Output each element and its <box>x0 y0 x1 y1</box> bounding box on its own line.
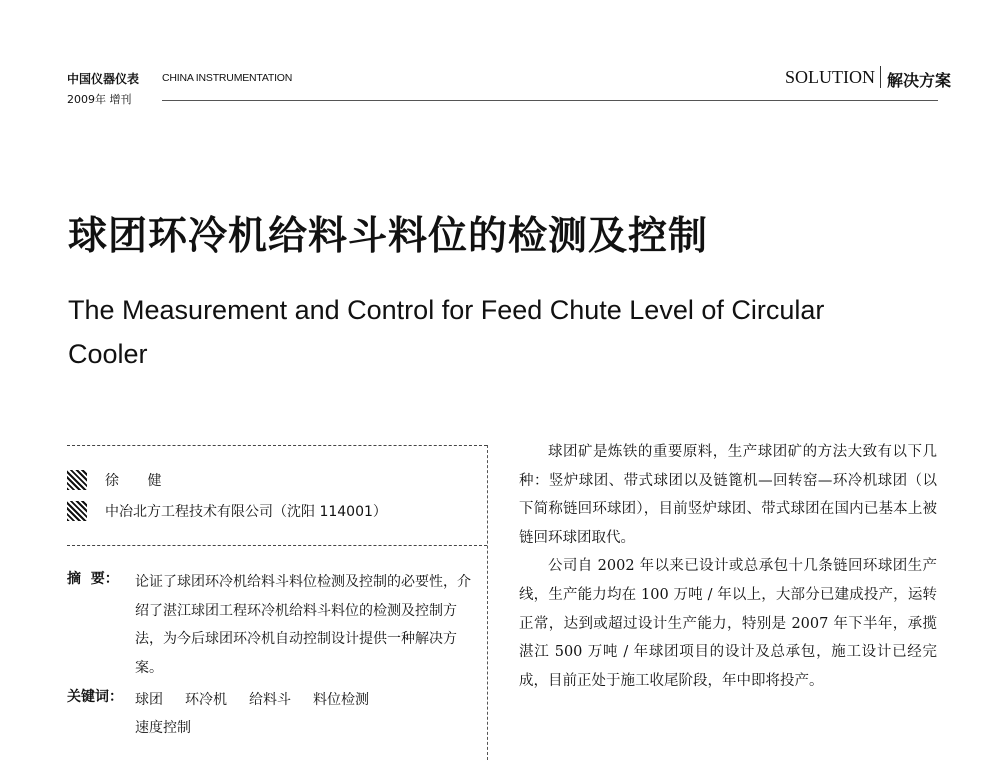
body-paragraph: 公司自 2002 年以来已设计或总承包十几条链回环球团生产线，生产能力均在 100 万吨 / 年以上，大部分已建成投产，运转正常，达到或超过设计生产能力，特别是 2007 年下半年，承揽湛江 500 万吨 / 年球团项目的设计及总承包，施工设计已经完成，目前正处于施工收尾阶段，年中即将投产。 <box>519 558 937 689</box>
author-affiliation: 中冶北方工程技术有限公司（沈阳 114001） <box>105 504 387 520</box>
abstract-text: 论证了球团环冷机给料斗料位检测及控制的必要性，介绍了湛江球团工程环冷机给料斗料位的检测及控制方法，为今后球团环冷机自动控制设计提供一种解决方案。 <box>135 574 471 676</box>
article-title-en: The Measurement and Control for Feed Chute Level of Circular Cooler <box>68 295 825 369</box>
keywords-label: 关键词： <box>67 689 123 705</box>
keyword-item: 速度控制 <box>135 720 191 736</box>
journal-name-cn: 中国仪器仪表 <box>67 72 140 86</box>
header-rule <box>162 100 938 101</box>
keyword-item: 给料斗 <box>249 692 291 708</box>
keyword-item: 环冷机 <box>185 692 227 708</box>
keywords-list <box>135 686 475 742</box>
keyword-item: 料位检测 <box>313 692 369 708</box>
box-top-rule <box>67 445 487 446</box>
section-label-en: SOLUTION <box>785 67 875 87</box>
issue-label: 2009年 增刊 <box>67 93 132 106</box>
abstract-box <box>67 445 487 760</box>
affiliation-marker-icon <box>67 501 87 521</box>
body-column <box>519 438 937 695</box>
section-label-cn: 解决方案 <box>887 71 952 90</box>
box-middle-rule <box>67 545 487 546</box>
author-name: 徐 健 <box>105 473 174 489</box>
abstract-label: 摘 要： <box>67 571 119 587</box>
author-marker-icon <box>67 470 87 490</box>
journal-name-en: CHINA INSTRUMENTATION <box>162 72 293 84</box>
article-title-cn: 球团环冷机给料斗料位的检测及控制 <box>68 214 709 259</box>
box-right-rule <box>487 445 488 760</box>
body-paragraph: 球团矿是炼铁的重要原料，生产球团矿的方法大致有以下几种：竖炉球团、带式球团以及链篦机—回转窑—环冷机球团（以下简称链回环球团），目前竖炉球团、带式球团在国内已基本上被链回环球团取代。 <box>519 444 937 546</box>
keyword-item: 球团 <box>135 692 163 708</box>
header-separator <box>880 66 881 88</box>
